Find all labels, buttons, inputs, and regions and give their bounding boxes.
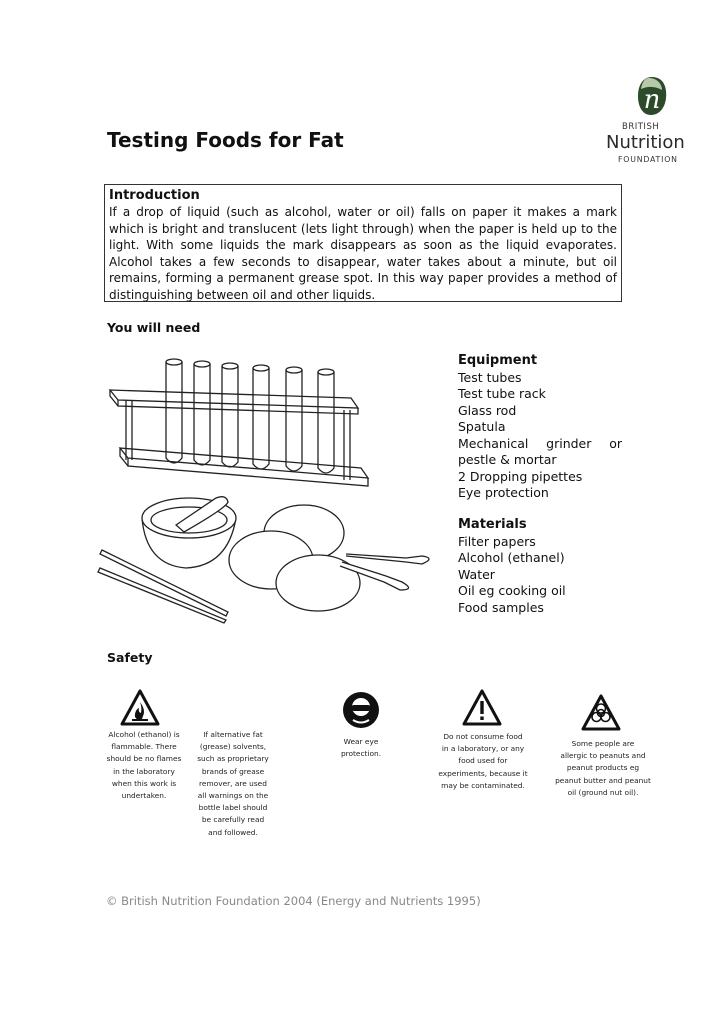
note-line: undertaken. (121, 791, 167, 801)
note-line: and followed. (208, 827, 258, 837)
logo-british: BRITISH (622, 122, 660, 132)
equipment-item: 2 Dropping pipettes (458, 468, 583, 484)
safety-note-solvents (188, 729, 278, 839)
note-line: food used for (458, 756, 508, 766)
flammable-icon (120, 688, 160, 728)
note-line: allergic to peanuts and (560, 751, 646, 761)
logo-mark-icon (637, 76, 667, 116)
equipment-illustration (96, 350, 448, 628)
note-line: If alternative fat (203, 730, 263, 739)
footer-copyright: © British Nutrition Foundation 2004 (Energy and Nutrients 1995) (106, 894, 481, 908)
equipment-heading: Equipment (458, 353, 538, 368)
materials-list (458, 517, 622, 616)
equipment-item: Test tubes (458, 369, 522, 385)
equipment-item: Mechanical grinder or (458, 435, 622, 451)
safety-note-allergy (548, 738, 658, 799)
note-line: flammable. There (111, 742, 177, 752)
note-line: Alcohol (ethanol) is (108, 730, 180, 739)
logo-mark-letter: n (643, 85, 661, 115)
equipment-item: Glass rod (458, 402, 517, 418)
note-line: be carefully read (201, 815, 265, 825)
warning-icon (462, 688, 502, 728)
introduction-box (104, 184, 622, 302)
introduction-heading: Introduction (109, 188, 200, 203)
note-line: peanut products eg (566, 763, 640, 773)
note-line: Do not consume food (443, 732, 523, 741)
note-line: peanut butter and peanut (555, 775, 651, 785)
materials-item: Filter papers (458, 533, 536, 549)
materials-heading: Materials (458, 517, 527, 532)
filter-papers-icon (229, 505, 360, 611)
note-line: should be no flames (106, 754, 182, 764)
note-line: Some people are (571, 739, 635, 748)
materials-item: Food samples (458, 599, 544, 615)
equipment-item: Eye protection (458, 485, 549, 500)
note-line: remover, are used (199, 778, 267, 788)
note-line: in a laboratory, or any (441, 744, 525, 754)
note-line: in the laboratory (113, 766, 175, 776)
materials-item: Water (458, 566, 495, 582)
introduction-text: If a drop of liquid (such as alcohol, water or oil) falls on paper it makes a mark which is bright and translucent (lets light through) when the paper is held up to the light. With some liquids the mark disappears as soon as the liquid evaporates. Alcohol takes a few seconds to disappear, water takes about a minute, but oil remains, forming a permanent grease spot. In this way paper provides a method of distinguishing between oil and other liquids. (109, 205, 617, 302)
biohazard-icon (581, 693, 621, 733)
eye-protection-icon (341, 690, 381, 730)
note-line: Wear eye (343, 737, 379, 746)
bnf-logo (604, 76, 699, 168)
equipment-list (458, 353, 622, 502)
safety-note-flammable (98, 729, 190, 802)
materials-item: Oil eg cooking oil (458, 583, 566, 598)
note-line: all warnings on the (197, 791, 269, 801)
logo-nutrition: Nutrition (606, 132, 685, 153)
note-line: such as proprietary (197, 754, 269, 764)
note-line: (grease) solvents, (199, 742, 267, 752)
safety-heading: Safety (107, 650, 153, 665)
note-line: when this work is (111, 778, 177, 788)
note-line: oil (ground nut oil). (567, 787, 639, 797)
equipment-item: Test tube rack (458, 386, 546, 401)
note-line: experiments, because it (438, 768, 528, 778)
equipment-item: pestle & mortar (458, 452, 557, 467)
you-will-need-heading: You will need (107, 320, 201, 335)
pestle-mortar-icon (142, 497, 236, 568)
note-line: may be contaminated. (441, 780, 525, 790)
logo-foundation: FOUNDATION (618, 155, 678, 164)
materials-item: Alcohol (ethanel) (458, 550, 565, 565)
note-line: protection. (340, 749, 382, 759)
note-line: bottle label should (198, 803, 268, 813)
safety-note-food (430, 731, 536, 792)
equipment-item: Spatula (458, 419, 506, 434)
page-title: Testing Foods for Fat (107, 128, 344, 152)
safety-note-eye-protection (318, 736, 404, 760)
note-line: brands of grease (201, 766, 265, 776)
